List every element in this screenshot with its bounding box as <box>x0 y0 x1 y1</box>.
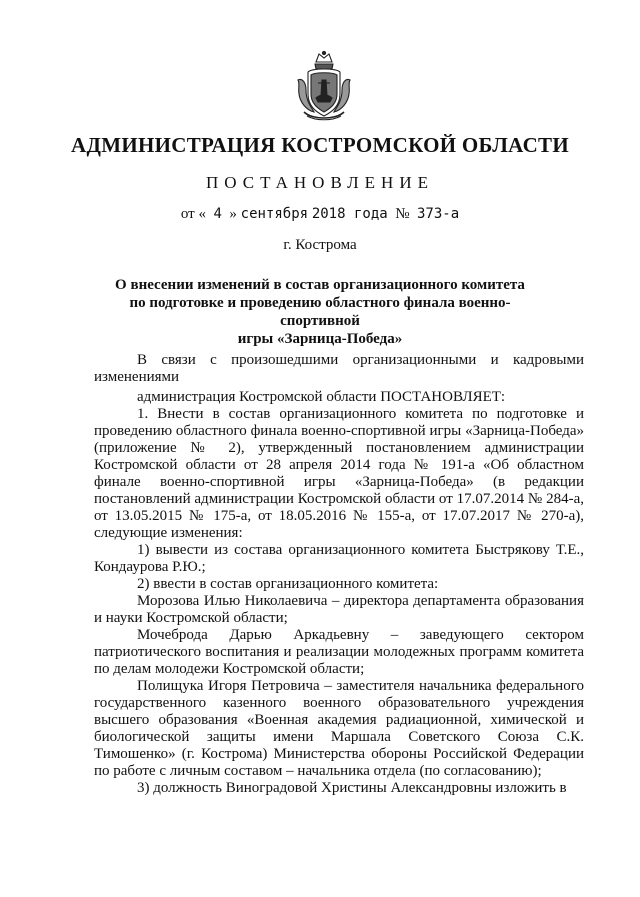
coat-of-arms-icon <box>294 50 354 122</box>
organization-title: АДМИНИСТРАЦИЯ КОСТРОМСКОЙ ОБЛАСТИ <box>71 133 569 157</box>
date-quote: » <box>229 206 237 222</box>
subject-line: по подготовке и проведению областного финала военно-спортивной <box>129 295 511 329</box>
date-month: сентября <box>240 206 309 222</box>
date-day: 4 <box>213 206 222 222</box>
paragraph: Морозова Илью Николаевича – директора департамента образования и науки Костромской области; <box>94 593 584 626</box>
document-number: 373-а <box>417 206 460 222</box>
date-prefix: от « <box>180 206 206 222</box>
date-line <box>0 206 640 223</box>
paragraph: Полищука Игоря Петровича – заместителя начальника федерального государственного казенного военного образовательного учреждения высшего образования «Военная академия радиационной, химической и биологической защиты имени Маршала Советского Союза С.К. Тимошенко» (г. Кострома) Министерства обороны Российской Федерации по работе с личным составом – начальника отдела (по согласованию); <box>94 678 584 779</box>
paragraph: администрация Костромской области ПОСТАНОВЛЯЕТ: <box>137 389 506 405</box>
city: г. Кострома <box>283 237 357 253</box>
paragraph: Мочеброда Дарью Аркадьевну – заведующего сектором патриотического воспитания и реализации молодежных программ комитета по делам молодежи Костромской области; <box>94 627 584 677</box>
number-label: № <box>395 206 410 222</box>
date-year: 2018 года <box>311 206 388 222</box>
paragraph: 1) вывести из состава организационного комитета Быстрякову Т.Е., Кондаурова Р.Ю.; <box>94 542 584 575</box>
paragraph: 3) должность Виноградовой Христины Александровны изложить в <box>137 780 567 796</box>
paragraph: 2) ввести в состав организационного комитета: <box>137 576 439 592</box>
subject-line: игры «Зарница-Победа» <box>237 331 403 347</box>
document-body <box>94 352 584 797</box>
paragraph: В связи с произошедшими организационными и кадровыми изменениями <box>94 352 584 385</box>
paragraph: 1. Внести в состав организационного комитета по подготовке и проведению областного финала военно-спортивной игры «Зарница-Победа» (приложение № 2), утвержденный постановлением администрации Костромской области от 28 апреля 2014 года № 191-а «Об областном финале военно-спортивной игры «Зарница-Победа» (в редакции постановлений администрации Костромской области от 17.07.2014 № 284-а, от 13.05.2015 № 175-а, от 18.05.2016 № 155-а, от 17.07.2017 № 270-а), следующие изменения: <box>94 406 584 541</box>
subject-line: О внесении изменений в состав организационного комитета <box>115 277 525 293</box>
document-type: ПОСТАНОВЛЕНИЕ <box>205 173 434 192</box>
subject-heading <box>110 276 530 348</box>
